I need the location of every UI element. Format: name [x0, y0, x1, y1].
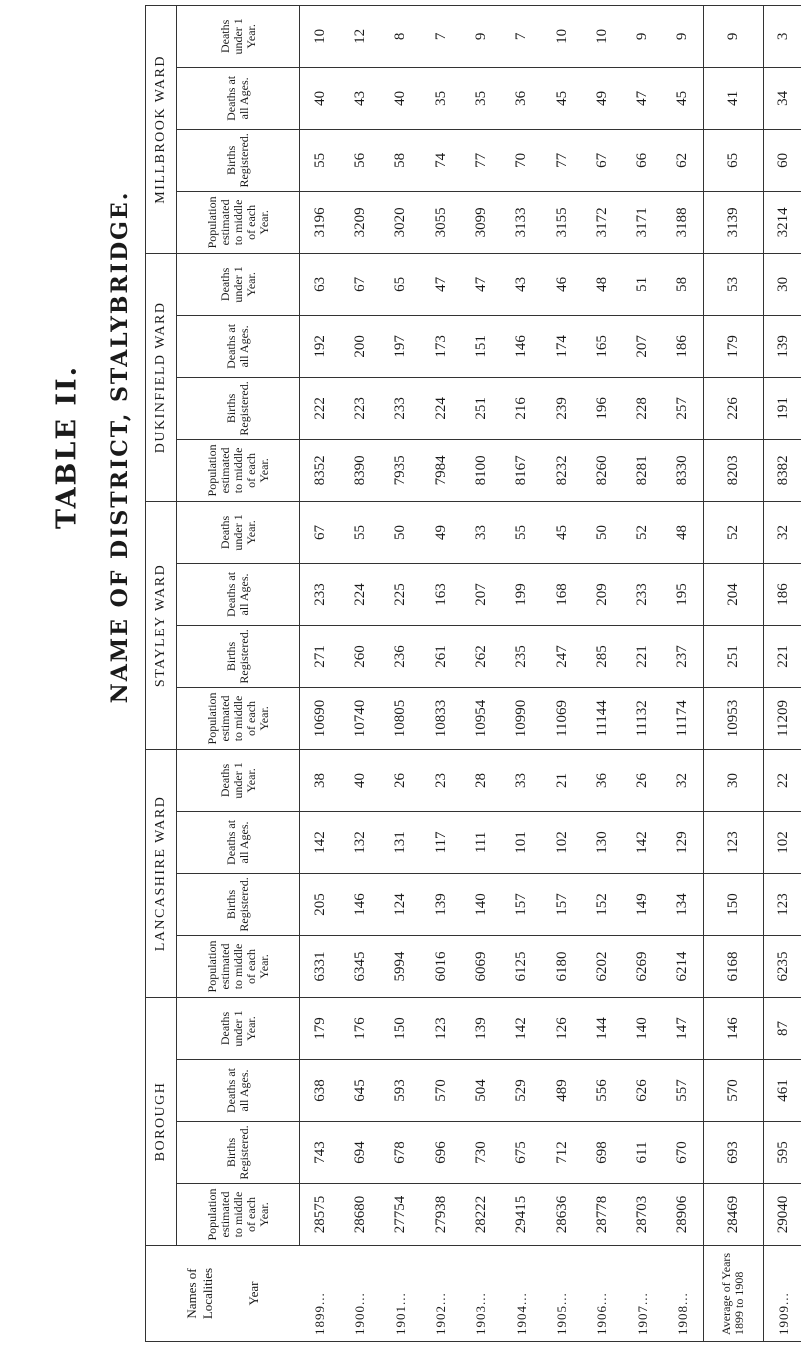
- value-cell: 28703: [623, 1184, 663, 1246]
- value-cell: 35: [421, 67, 461, 129]
- value-cell: 6269: [623, 935, 663, 997]
- value-cell: 712: [542, 1122, 582, 1184]
- value-cell: 43: [340, 67, 380, 129]
- value-cell: 43: [502, 253, 542, 315]
- value-cell: 142: [300, 811, 341, 873]
- value-cell: 149: [623, 873, 663, 935]
- value-cell: 144: [582, 997, 622, 1059]
- year-cell: 1901...: [381, 1246, 421, 1342]
- value-cell: 195: [663, 563, 704, 625]
- value-cell: 233: [623, 563, 663, 625]
- value-cell: 10954: [461, 687, 501, 749]
- value-cell: 53: [704, 253, 763, 315]
- value-cell: 67: [582, 129, 622, 191]
- value-cell: 10740: [340, 687, 380, 749]
- value-cell: 6168: [704, 935, 763, 997]
- value-cell: 28222: [461, 1184, 501, 1246]
- value-cell: 8167: [502, 439, 542, 501]
- value-cell: 150: [381, 997, 421, 1059]
- value-cell: 55: [340, 501, 380, 563]
- value-cell: 48: [663, 501, 704, 563]
- table-row: [502, 5, 542, 1341]
- value-cell: 32: [763, 501, 801, 563]
- value-cell: 236: [381, 625, 421, 687]
- value-cell: 225: [381, 563, 421, 625]
- value-cell: 207: [461, 563, 501, 625]
- value-cell: 3172: [582, 191, 622, 253]
- value-cell: 3055: [421, 191, 461, 253]
- value-cell: 157: [502, 873, 542, 935]
- column-header-births: Births Registered.: [177, 873, 300, 935]
- value-cell: 27938: [421, 1184, 461, 1246]
- value-cell: 27754: [381, 1184, 421, 1246]
- value-cell: 38: [300, 749, 341, 811]
- value-cell: 146: [502, 315, 542, 377]
- value-cell: 200: [340, 315, 380, 377]
- value-cell: 157: [542, 873, 582, 935]
- year-cell: 1909...: [763, 1246, 801, 1342]
- value-cell: 70: [502, 129, 542, 191]
- value-cell: 3209: [340, 191, 380, 253]
- value-cell: 11174: [663, 687, 704, 749]
- value-cell: 186: [663, 315, 704, 377]
- group-borough: BOROUGH: [146, 997, 177, 1245]
- year-cell: 1899...: [300, 1246, 341, 1342]
- value-cell: 140: [461, 873, 501, 935]
- district-subtitle: NAME OF DISTRICT, STALYBRIDGE.: [107, 190, 133, 704]
- value-cell: 239: [542, 377, 582, 439]
- value-cell: 489: [542, 1060, 582, 1122]
- value-cell: 142: [623, 811, 663, 873]
- value-cell: 134: [663, 873, 704, 935]
- value-cell: 10833: [421, 687, 461, 749]
- value-cell: 10805: [381, 687, 421, 749]
- value-cell: 30: [763, 253, 801, 315]
- value-cell: 257: [663, 377, 704, 439]
- value-cell: 23: [421, 749, 461, 811]
- value-cell: 52: [623, 501, 663, 563]
- value-cell: 34: [763, 67, 801, 129]
- value-cell: 196: [582, 377, 622, 439]
- value-cell: 51: [623, 253, 663, 315]
- value-cell: 3: [763, 5, 801, 67]
- value-cell: 556: [582, 1060, 622, 1122]
- value-cell: 11209: [763, 687, 801, 749]
- value-cell: 207: [623, 315, 663, 377]
- value-cell: 204: [704, 563, 763, 625]
- value-cell: 151: [461, 315, 501, 377]
- value-cell: 694: [340, 1122, 380, 1184]
- value-cell: 36: [502, 67, 542, 129]
- value-cell: 7935: [381, 439, 421, 501]
- value-cell: 9: [704, 5, 763, 67]
- value-cell: 6214: [663, 935, 704, 997]
- value-cell: 28636: [542, 1184, 582, 1246]
- value-cell: 176: [340, 997, 380, 1059]
- value-cell: 595: [763, 1122, 801, 1184]
- column-header-deaths: Deaths at all Ages.: [177, 563, 300, 625]
- value-cell: 66: [623, 129, 663, 191]
- value-cell: 8: [381, 5, 421, 67]
- value-cell: 123: [763, 873, 801, 935]
- value-cell: 3214: [763, 191, 801, 253]
- value-cell: 46: [542, 253, 582, 315]
- value-cell: 41: [704, 67, 763, 129]
- value-cell: 47: [461, 253, 501, 315]
- value-cell: 570: [704, 1060, 763, 1122]
- value-cell: 33: [461, 501, 501, 563]
- value-cell: 9: [663, 5, 704, 67]
- value-cell: 74: [421, 129, 461, 191]
- value-cell: 50: [582, 501, 622, 563]
- value-cell: 237: [663, 625, 704, 687]
- value-cell: 226: [704, 377, 763, 439]
- value-cell: 233: [381, 377, 421, 439]
- column-header-population: Population estimated to middle of each Year.: [177, 687, 300, 749]
- value-cell: 35: [461, 67, 501, 129]
- value-cell: 28575: [300, 1184, 341, 1246]
- value-cell: 224: [421, 377, 461, 439]
- value-cell: 261: [421, 625, 461, 687]
- value-cell: 670: [663, 1122, 704, 1184]
- value-cell: 56: [340, 129, 380, 191]
- value-cell: 146: [704, 997, 763, 1059]
- value-cell: 235: [502, 625, 542, 687]
- value-cell: 10990: [502, 687, 542, 749]
- value-cell: 111: [461, 811, 501, 873]
- value-cell: 139: [461, 997, 501, 1059]
- table-row: [542, 5, 582, 1341]
- year-cell: 1900...: [340, 1246, 380, 1342]
- table-row: [582, 5, 622, 1341]
- value-cell: 49: [582, 67, 622, 129]
- column-header-births: Births Registered.: [177, 129, 300, 191]
- value-cell: 3099: [461, 191, 501, 253]
- column-header-population: Population estimated to middle of each Year.: [177, 439, 300, 501]
- value-cell: 40: [300, 67, 341, 129]
- column-header-under1: Deaths under 1 Year.: [177, 997, 300, 1059]
- column-header-population: Population estimated to middle of each Year.: [177, 191, 300, 253]
- value-cell: 6235: [763, 935, 801, 997]
- value-cell: 191: [763, 377, 801, 439]
- value-cell: 8390: [340, 439, 380, 501]
- value-cell: 3196: [300, 191, 341, 253]
- value-cell: 7: [421, 5, 461, 67]
- value-cell: 47: [623, 67, 663, 129]
- value-cell: 10: [542, 5, 582, 67]
- value-cell: 271: [300, 625, 341, 687]
- value-cell: 3171: [623, 191, 663, 253]
- value-cell: 173: [421, 315, 461, 377]
- year-cell: 1904...: [502, 1246, 542, 1342]
- value-cell: 223: [340, 377, 380, 439]
- value-cell: 730: [461, 1122, 501, 1184]
- value-cell: 87: [763, 997, 801, 1059]
- value-cell: 58: [381, 129, 421, 191]
- value-cell: 21: [542, 749, 582, 811]
- value-cell: 174: [542, 315, 582, 377]
- value-cell: 168: [542, 563, 582, 625]
- value-cell: 139: [421, 873, 461, 935]
- value-cell: 247: [542, 625, 582, 687]
- table-row: [623, 5, 663, 1341]
- value-cell: 150: [704, 873, 763, 935]
- value-cell: 10: [582, 5, 622, 67]
- mortality-table: [145, 5, 801, 1342]
- value-cell: 67: [340, 253, 380, 315]
- column-header-births: Births Registered.: [177, 1122, 300, 1184]
- value-cell: 743: [300, 1122, 341, 1184]
- value-cell: 228: [623, 377, 663, 439]
- value-cell: 10690: [300, 687, 341, 749]
- value-cell: 216: [502, 377, 542, 439]
- value-cell: 6202: [582, 935, 622, 997]
- value-cell: 8232: [542, 439, 582, 501]
- value-cell: 221: [763, 625, 801, 687]
- table-row: [381, 5, 421, 1341]
- value-cell: 6180: [542, 935, 582, 997]
- value-cell: 58: [663, 253, 704, 315]
- value-cell: 197: [381, 315, 421, 377]
- value-cell: 45: [542, 67, 582, 129]
- value-cell: 28906: [663, 1184, 704, 1246]
- value-cell: 698: [582, 1122, 622, 1184]
- year-cell: Average of Years 1899 to 1908: [704, 1246, 763, 1342]
- group-millbrook-ward: MILLBROOK WARD: [146, 5, 177, 253]
- value-cell: 3133: [502, 191, 542, 253]
- column-header-population: Population estimated to middle of each Year.: [177, 935, 300, 997]
- value-cell: 8352: [300, 439, 341, 501]
- value-cell: 199: [502, 563, 542, 625]
- value-cell: 124: [381, 873, 421, 935]
- value-cell: 126: [542, 997, 582, 1059]
- value-cell: 60: [763, 129, 801, 191]
- value-cell: 32: [663, 749, 704, 811]
- year-cell: 1905...: [542, 1246, 582, 1342]
- value-cell: 461: [763, 1060, 801, 1122]
- value-cell: 48: [582, 253, 622, 315]
- year-cell: 1906...: [582, 1246, 622, 1342]
- value-cell: 3139: [704, 191, 763, 253]
- value-cell: 11144: [582, 687, 622, 749]
- value-cell: 6345: [340, 935, 380, 997]
- value-cell: 224: [340, 563, 380, 625]
- value-cell: 570: [421, 1060, 461, 1122]
- value-cell: 233: [300, 563, 341, 625]
- value-cell: 9: [623, 5, 663, 67]
- value-cell: 3188: [663, 191, 704, 253]
- value-cell: 8260: [582, 439, 622, 501]
- value-cell: 557: [663, 1060, 704, 1122]
- column-header-under1: Deaths under 1 Year.: [177, 501, 300, 563]
- value-cell: 26: [381, 749, 421, 811]
- localities-label: Names of Localities: [183, 1267, 215, 1320]
- value-cell: 30: [704, 749, 763, 811]
- year-cell: 1902...: [421, 1246, 461, 1342]
- value-cell: 10: [300, 5, 341, 67]
- value-cell: 29415: [502, 1184, 542, 1246]
- value-cell: 3020: [381, 191, 421, 253]
- value-cell: 205: [300, 873, 341, 935]
- value-cell: 152: [582, 873, 622, 935]
- value-cell: 28469: [704, 1184, 763, 1246]
- value-cell: 192: [300, 315, 341, 377]
- value-cell: 130: [582, 811, 622, 873]
- value-cell: 5994: [381, 935, 421, 997]
- value-cell: 65: [381, 253, 421, 315]
- value-cell: 593: [381, 1060, 421, 1122]
- value-cell: 65: [704, 129, 763, 191]
- value-cell: 123: [421, 997, 461, 1059]
- value-cell: 131: [381, 811, 421, 873]
- value-cell: 222: [300, 377, 341, 439]
- value-cell: 45: [542, 501, 582, 563]
- value-cell: 28778: [582, 1184, 622, 1246]
- table-row: [663, 5, 704, 1341]
- value-cell: 142: [502, 997, 542, 1059]
- value-cell: 6331: [300, 935, 341, 997]
- value-cell: 102: [763, 811, 801, 873]
- column-header-births: Births Registered.: [177, 625, 300, 687]
- value-cell: 101: [502, 811, 542, 873]
- value-cell: 147: [663, 997, 704, 1059]
- table-row: [763, 5, 801, 1341]
- value-cell: 28: [461, 749, 501, 811]
- value-cell: 529: [502, 1060, 542, 1122]
- column-header-deaths: Deaths at all Ages.: [177, 1060, 300, 1122]
- value-cell: 9: [461, 5, 501, 67]
- value-cell: 8281: [623, 439, 663, 501]
- value-cell: 8330: [663, 439, 704, 501]
- value-cell: 47: [421, 253, 461, 315]
- rotated-table-frame: [145, 6, 801, 1342]
- table-row: [704, 5, 763, 1341]
- value-cell: 49: [421, 501, 461, 563]
- table-row: [461, 5, 501, 1341]
- year-cell: 1903...: [461, 1246, 501, 1342]
- value-cell: 11132: [623, 687, 663, 749]
- value-cell: 209: [582, 563, 622, 625]
- value-cell: 504: [461, 1060, 501, 1122]
- value-cell: 62: [663, 129, 704, 191]
- table-row: [421, 5, 461, 1341]
- value-cell: 6016: [421, 935, 461, 997]
- value-cell: 77: [542, 129, 582, 191]
- value-cell: 3155: [542, 191, 582, 253]
- value-cell: 52: [704, 501, 763, 563]
- value-cell: 63: [300, 253, 341, 315]
- value-cell: 40: [340, 749, 380, 811]
- value-cell: 123: [704, 811, 763, 873]
- value-cell: 251: [704, 625, 763, 687]
- value-cell: 10953: [704, 687, 763, 749]
- value-cell: 146: [340, 873, 380, 935]
- value-cell: 67: [300, 501, 341, 563]
- value-cell: 40: [381, 67, 421, 129]
- value-cell: 8203: [704, 439, 763, 501]
- value-cell: 638: [300, 1060, 341, 1122]
- value-cell: 77: [461, 129, 501, 191]
- value-cell: 260: [340, 625, 380, 687]
- group-dukinfield-ward: DUKINFIELD WARD: [146, 253, 177, 501]
- value-cell: 6069: [461, 935, 501, 997]
- value-cell: 28680: [340, 1184, 380, 1246]
- group-lancashire-ward: LANCASHIRE WARD: [146, 749, 177, 997]
- column-header-deaths: Deaths at all Ages.: [177, 67, 300, 129]
- value-cell: 26: [623, 749, 663, 811]
- value-cell: 626: [623, 1060, 663, 1122]
- value-cell: 179: [300, 997, 341, 1059]
- column-header-deaths: Deaths at all Ages.: [177, 811, 300, 873]
- column-header-deaths: Deaths at all Ages.: [177, 315, 300, 377]
- value-cell: 132: [340, 811, 380, 873]
- value-cell: 8100: [461, 439, 501, 501]
- value-cell: 678: [381, 1122, 421, 1184]
- value-cell: 251: [461, 377, 501, 439]
- value-cell: 221: [623, 625, 663, 687]
- value-cell: 179: [704, 315, 763, 377]
- value-cell: 22: [763, 749, 801, 811]
- column-header-under1: Deaths under 1 Year.: [177, 253, 300, 315]
- localities-header: [146, 1246, 300, 1342]
- value-cell: 11069: [542, 687, 582, 749]
- value-cell: 611: [623, 1122, 663, 1184]
- column-header-population: Population estimated to middle of each Year.: [177, 1184, 300, 1246]
- value-cell: 675: [502, 1122, 542, 1184]
- table-title: TABLE II.: [51, 364, 83, 530]
- year-label: Year: [245, 1281, 261, 1306]
- value-cell: 262: [461, 625, 501, 687]
- value-cell: 55: [300, 129, 341, 191]
- value-cell: 117: [421, 811, 461, 873]
- value-cell: 129: [663, 811, 704, 873]
- value-cell: 7984: [421, 439, 461, 501]
- year-cell: 1908...: [663, 1246, 704, 1342]
- value-cell: 55: [502, 501, 542, 563]
- value-cell: 165: [582, 315, 622, 377]
- value-cell: 6125: [502, 935, 542, 997]
- year-cell: 1907...: [623, 1246, 663, 1342]
- group-stayley-ward: STAYLEY WARD: [146, 501, 177, 749]
- value-cell: 50: [381, 501, 421, 563]
- value-cell: 645: [340, 1060, 380, 1122]
- table-row: [300, 5, 341, 1341]
- value-cell: 33: [502, 749, 542, 811]
- column-header-births: Births Registered.: [177, 377, 300, 439]
- value-cell: 186: [763, 563, 801, 625]
- value-cell: 140: [623, 997, 663, 1059]
- value-cell: 8382: [763, 439, 801, 501]
- column-header-under1: Deaths under 1 Year.: [177, 5, 300, 67]
- value-cell: 45: [663, 67, 704, 129]
- value-cell: 139: [763, 315, 801, 377]
- column-header-under1: Deaths under 1 Year.: [177, 749, 300, 811]
- table-row: [340, 5, 380, 1341]
- value-cell: 696: [421, 1122, 461, 1184]
- value-cell: 102: [542, 811, 582, 873]
- value-cell: 163: [421, 563, 461, 625]
- value-cell: 29040: [763, 1184, 801, 1246]
- value-cell: 7: [502, 5, 542, 67]
- value-cell: 36: [582, 749, 622, 811]
- value-cell: 693: [704, 1122, 763, 1184]
- value-cell: 285: [582, 625, 622, 687]
- value-cell: 12: [340, 5, 380, 67]
